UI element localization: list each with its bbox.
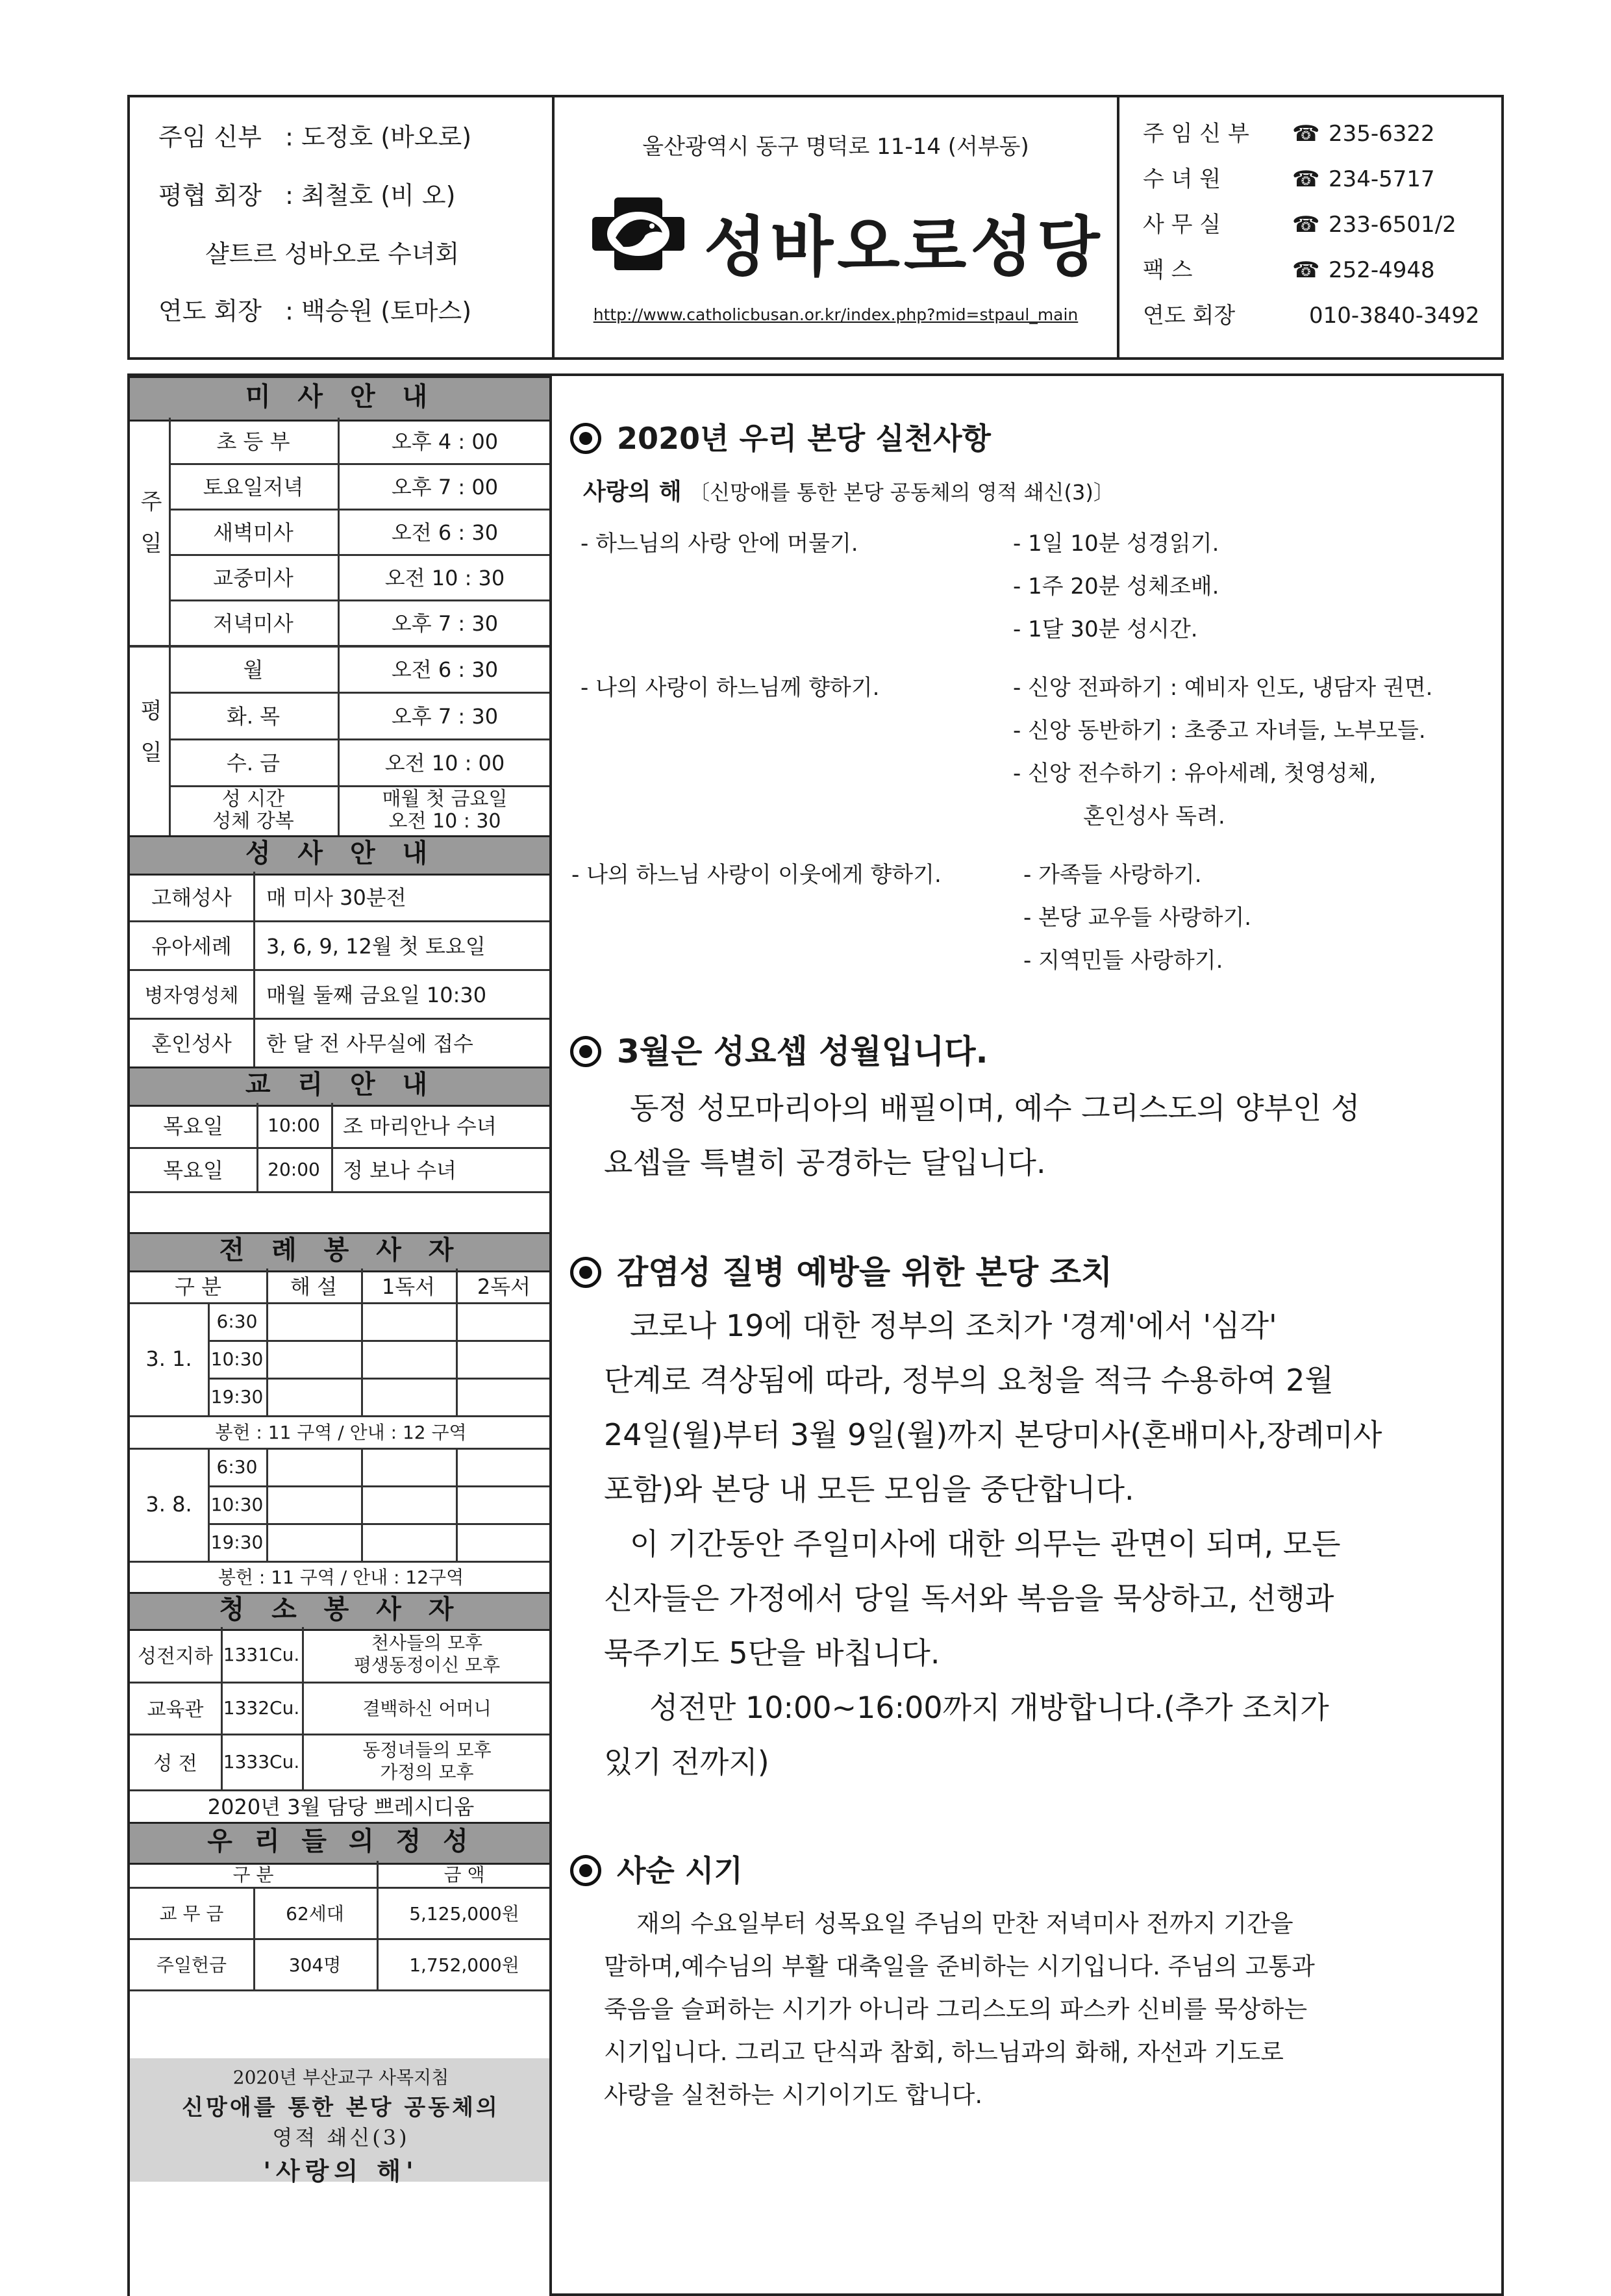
sacrament-name: 병자영성체: [144, 984, 239, 1007]
sacrament-desc: 매월 둘째 금요일 10:30: [266, 982, 487, 1007]
holy-hour-time: 매월 첫 금요일 오전 10 : 30: [382, 787, 508, 833]
bullet-icon: [570, 1257, 601, 1288]
lent-line: 재의 수요일부터 성목요일 주님의 만찬 저녁미사 전까지 기간을: [636, 1910, 1293, 1937]
liturgy-date: 3. 8.: [145, 1492, 192, 1517]
joseph-line: 요셉을 특별히 공경하는 달입니다.: [604, 1145, 1046, 1180]
liturgy-note: 봉헌 : 11 구역 / 안내 : 12구역: [218, 1567, 464, 1588]
offering-count: 304명: [288, 1954, 342, 1976]
parish-logo-icon: [590, 195, 687, 273]
covid-line: 포함)와 본당 내 모든 모임을 중단합니다.: [604, 1472, 1134, 1507]
mass-name: 월: [243, 657, 264, 682]
mass-section-title: 미 사 안 내: [130, 376, 552, 422]
mass-time: 오후 4 : 00: [391, 429, 499, 454]
practice-detail: - 지역민들 사랑하기.: [1023, 948, 1223, 974]
liturgy-time: 19:30: [210, 1385, 264, 1407]
phone-icon: ☎: [1292, 166, 1320, 192]
mass-time: 오후 7 : 00: [391, 475, 499, 499]
mass-time: 오전 10 : 00: [384, 751, 505, 776]
practice-item: - 나의 사랑이 하느님께 향하기.: [581, 675, 880, 701]
officer-line: 주임 신부 : 도정호 (바오로): [158, 123, 472, 151]
liturgy-time: 19:30: [210, 1531, 264, 1553]
cleaning-code: 1331Cu.: [223, 1643, 300, 1665]
covid-line: 24일(월)부터 3월 9일(월)까지 본당미사(혼배미사,장례미사: [604, 1417, 1382, 1452]
motto-line: 2020년 부산교구 사목지침: [232, 2067, 449, 2088]
covid-line: 단계로 격상됨에 따라, 정부의 요청을 적극 수용하여 2월: [604, 1363, 1334, 1398]
sacrament-desc: 3, 6, 9, 12월 첫 토요일: [266, 933, 486, 959]
phone-row: 사 무 실 ☎ 233-6501/2: [1143, 212, 1456, 238]
cleaning-group: 동정녀들의 모후 가정의 모후: [362, 1739, 492, 1783]
catechism-time: 20:00: [268, 1158, 320, 1180]
catechism-day: 목요일: [163, 1114, 223, 1139]
practice-detail: - 신앙 전수하기 : 유아세례, 첫영성체,: [1013, 761, 1377, 787]
mass-name: 초 등 부: [216, 429, 290, 454]
practice-detail: - 1주 20분 성체조배.: [1013, 574, 1219, 599]
sacrament-name: 유아세례: [151, 933, 232, 959]
mass-name: 교중미사: [213, 566, 293, 590]
practice-detail: 혼인성사 독려.: [1013, 803, 1225, 829]
main-content: [549, 373, 1504, 2296]
offering-name: 교 무 금: [159, 1902, 224, 1924]
motto-line: 신망애를 통한 본당 공동체의: [182, 2095, 500, 2121]
cleaning-footer: 2020년 3월 담당 쁘레시디움: [207, 1795, 475, 1819]
mass-time: 오전 6 : 30: [391, 657, 499, 682]
cleaning-section-title: 청 소 봉 사 자: [130, 1592, 552, 1631]
offering-header: 구 분: [232, 1864, 274, 1886]
joseph-title: 3월은 성요셉 성월입니다.: [570, 1026, 988, 1072]
sunday-label: 주일: [136, 490, 162, 573]
offering-name: 주일헌금: [156, 1954, 227, 1976]
liturgy-note: 봉헌 : 11 구역 / 안내 : 12 구역: [215, 1422, 467, 1443]
practice-item: - 하느님의 사랑 안에 머물기.: [581, 531, 858, 557]
liturgy-time: 6:30: [216, 1310, 258, 1332]
mass-name: 새벽미사: [213, 520, 293, 545]
mass-name: 화. 목: [226, 704, 281, 729]
officer-line: 샬트르 성바오로 수녀회: [205, 240, 460, 268]
practice-detail: - 신앙 동반하기 : 초중고 자녀들, 노부모들.: [1013, 718, 1426, 744]
cleaning-place: 성전지하: [138, 1645, 213, 1668]
bullet-icon: [570, 1855, 601, 1886]
covid-line: 코로나 19에 대한 정부의 조치가 '경계'에서 '심각': [630, 1308, 1277, 1343]
mass-time: 오전 10 : 30: [384, 566, 505, 590]
bulletin-header: [127, 95, 1504, 360]
parish-address: 울산광역시 동구 명덕로 11-14 (서부동): [642, 134, 1029, 160]
offering-header: 금 액: [443, 1864, 485, 1886]
offering-amount: 5,125,000원: [409, 1902, 519, 1924]
liturgy-time: 10:30: [210, 1348, 264, 1370]
lent-line: 시기입니다. 그리고 단식과 참회, 하느님과의 화해, 자선과 기도로: [604, 2038, 1284, 2066]
covid-title: 감염성 질병 예방을 위한 본당 조치: [570, 1246, 1112, 1293]
diocese-motto: [130, 2058, 552, 2186]
info-sidebar: [127, 373, 549, 2296]
cleaning-group: 천사들의 모후 평생동정이신 모후: [353, 1632, 501, 1676]
liturgy-header: 해 설: [290, 1274, 337, 1299]
offering-count: 62세대: [286, 1902, 344, 1924]
cleaning-group: 결백하신 어머니: [362, 1698, 492, 1719]
phone-row: 팩 스 ☎ 252-4948: [1143, 257, 1435, 283]
catechism-time: 10:00: [268, 1114, 320, 1136]
liturgy-header: 1독서: [381, 1274, 436, 1299]
covid-line: 이 기간동안 주일미사에 대한 의무는 관면이 되며, 모든: [630, 1526, 1341, 1561]
parish-title-block: [555, 97, 1117, 357]
bullet-icon: [570, 1036, 601, 1067]
parish-officers: [130, 97, 552, 357]
lent-line: 말하며,예수님의 부활 대축일을 준비하는 시기입니다. 주님의 고통과: [604, 1952, 1315, 1980]
joseph-line: 동정 성모마리아의 배필이며, 예수 그리스도의 양부인 성: [630, 1091, 1360, 1126]
lent-line: 죽음을 슬퍼하는 시기가 아니라 그리스도의 파스카 신비를 묵상하는: [604, 1995, 1308, 2023]
practice-detail: - 신앙 전파하기 : 예비자 인도, 냉담자 권면.: [1013, 675, 1433, 701]
catechism-teacher: 정 보나 수녀: [343, 1158, 456, 1183]
sacrament-desc: 매 미사 30분전: [266, 885, 406, 910]
mass-name: 저녁미사: [213, 611, 293, 636]
liturgy-date: 3. 1.: [145, 1346, 192, 1371]
covid-line: 신자들은 가정에서 당일 독서와 복음을 묵상하고, 선행과: [604, 1581, 1334, 1616]
parish-website-link[interactable]: http://www.catholicbusan.or.kr/index.php?mid=stpaul_main: [593, 305, 1079, 324]
cleaning-place: 성 전: [153, 1752, 197, 1775]
bullet-icon: [570, 423, 601, 454]
practice-subtitle: 사랑의 해 〔신망애를 통한 본당 공동체의 영적 쇄신(3)〕: [583, 479, 1114, 505]
phone-icon: ☎: [1292, 212, 1320, 238]
covid-line: 묵주기도 5단을 바칩니다.: [604, 1635, 940, 1671]
catechism-section-title: 교 리 안 내: [130, 1066, 552, 1107]
mass-name: 토요일저녁: [203, 475, 304, 499]
officer-line: 평협 회장 : 최철호 (비 오): [158, 181, 456, 210]
mass-time: 오후 7 : 30: [391, 704, 499, 729]
motto-line: 영적 쇄신(3): [272, 2125, 410, 2150]
covid-line: 성전만 10:00~16:00까지 개방합니다.(추가 조치가: [649, 1690, 1329, 1725]
mass-time: 오후 7 : 30: [391, 611, 499, 636]
practice-title: 2020년 우리 본당 실천사항: [570, 415, 991, 458]
cleaning-place: 교육관: [147, 1698, 204, 1721]
liturgy-header: 2독서: [477, 1274, 531, 1299]
phone-icon: ☎: [1292, 121, 1320, 147]
lent-line: 사랑을 실천하는 시기이기도 합니다.: [604, 2081, 983, 2109]
offering-amount: 1,752,000원: [409, 1954, 519, 1976]
phone-row: 수 녀 원 ☎ 234-5717: [1143, 166, 1435, 192]
practice-detail: - 1일 10분 성경읽기.: [1013, 531, 1219, 557]
officer-line: 연도 회장 : 백승원 (토마스): [158, 297, 472, 325]
phone-icon: ☎: [1292, 257, 1320, 283]
mass-time: 오전 6 : 30: [391, 520, 499, 545]
liturgy-time: 6:30: [216, 1456, 258, 1478]
practice-detail: - 본당 교우들 사랑하기.: [1023, 905, 1252, 931]
phone-row: 주 임 신 부 ☎ 235-6322: [1143, 121, 1435, 147]
liturgy-section-title: 전 례 봉 사 자: [130, 1232, 552, 1272]
sacrament-section-title: 성 사 안 내: [130, 835, 552, 876]
offering-section-title: 우 리 들 의 정 성: [130, 1822, 552, 1865]
motto-line: '사랑의 해': [263, 2156, 419, 2186]
covid-line: 있기 전까지): [604, 1745, 769, 1780]
catechism-teacher: 조 마리안나 수녀: [343, 1114, 497, 1139]
practice-detail: - 가족들 사랑하기.: [1023, 862, 1202, 888]
practice-item: - 나의 하느님 사랑이 이웃에게 향하기.: [571, 862, 942, 888]
lent-title: 사순 시기: [570, 1847, 743, 1890]
weekday-label: 평일: [136, 698, 162, 782]
catechism-day: 목요일: [163, 1158, 223, 1183]
practice-detail: - 1달 30분 성시간.: [1013, 616, 1198, 642]
cleaning-code: 1332Cu.: [223, 1697, 300, 1719]
liturgy-header: 구 분: [175, 1274, 221, 1299]
parish-name: 성바오로성당: [704, 209, 1104, 285]
mass-name: 수. 금: [226, 751, 281, 776]
sacrament-desc: 한 달 전 사무실에 접수: [266, 1031, 473, 1056]
phone-directory: [1119, 97, 1506, 357]
cleaning-code: 1333Cu.: [223, 1750, 300, 1772]
sacrament-name: 고해성사: [151, 885, 232, 910]
phone-row: 연도 회장 010-3840-3492: [1143, 303, 1480, 329]
liturgy-time: 10:30: [210, 1493, 264, 1515]
sacrament-name: 혼인성사: [151, 1031, 232, 1056]
holy-hour-name: 성 시간 성체 강복: [212, 787, 294, 833]
